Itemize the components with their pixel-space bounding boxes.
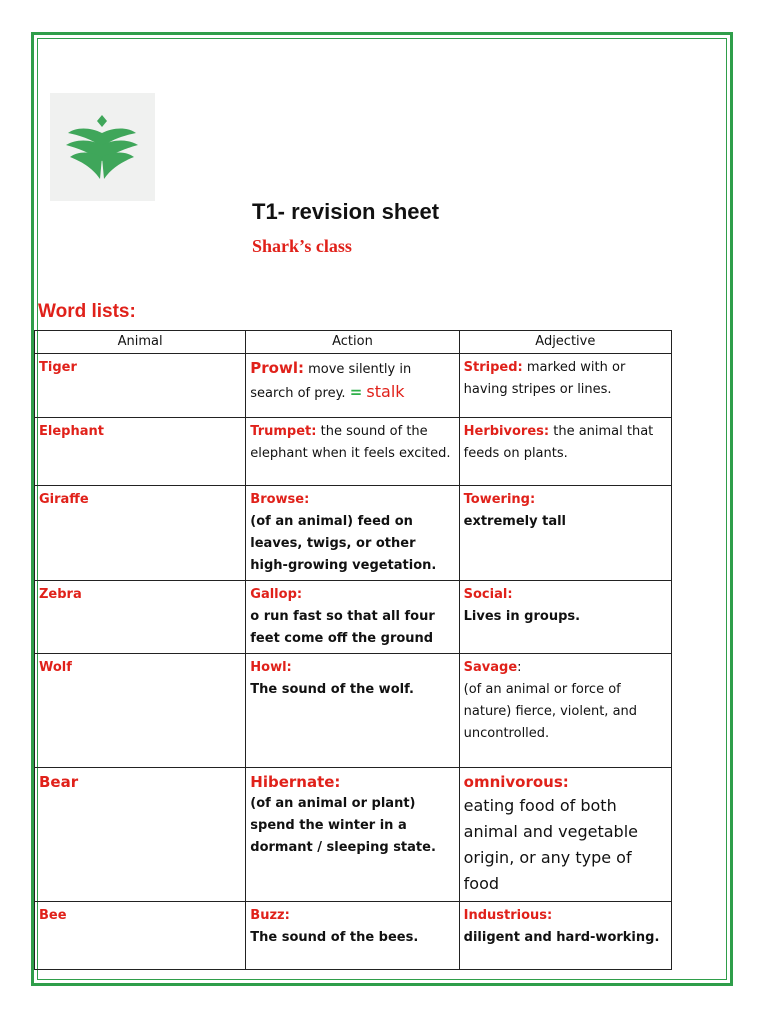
adjective-definition: Lives in groups. [463,609,581,624]
synonym-word: stalk [366,382,405,401]
action-cell [246,418,459,486]
adjective-cell [459,418,671,486]
header-adjective: Adjective [459,331,671,354]
adjective-cell [459,902,671,970]
animal-name: Giraffe [39,492,89,507]
action-definition: the sound of the elephant when it feels excited. [250,424,451,461]
table-row [35,902,672,970]
leaf-logo-icon [50,93,155,201]
class-name: Shark’s class [252,236,352,256]
animal-cell [35,768,246,902]
action-term: Browse: [250,492,310,507]
action-cell [246,654,459,768]
action-term: Prowl: [250,359,304,377]
animal-cell [35,654,246,768]
animal-name: Wolf [39,660,72,675]
action-definition: (of an animal or plant) spend the winter in a dormant / sleeping state. [250,796,436,855]
adjective-cell [459,486,671,581]
adjective-definition: eating food of both animal and vegetable origin, or any type of food [463,796,638,893]
table-row [35,654,672,768]
table-header-row [35,331,672,354]
animal-name: Elephant [39,424,104,439]
adjective-definition: (of an animal or force of nature) fierce, violent, and uncontrolled. [463,682,638,741]
header-action: Action [246,331,459,354]
section-heading: Word lists: [38,301,136,322]
adjective-definition: marked with or having stripes or lines. [463,360,626,397]
action-definition: (of an animal) feed on leaves, twigs, or other high-growing vegetation. [250,514,437,573]
action-term: Trumpet: [250,424,317,439]
table-row [35,581,672,654]
adjective-cell [459,581,671,654]
action-definition: The sound of the wolf. [250,682,414,697]
action-definition: o run fast so that all four feet come off the ground [250,609,435,646]
adjective-definition: extremely tall [463,514,567,529]
adjective-term: Industrious: [463,908,553,923]
animal-name: Zebra [39,587,82,602]
table-row [35,768,672,902]
animal-name: Bear [39,773,79,791]
action-cell [246,768,459,902]
word-list-table [34,330,672,970]
action-cell [246,581,459,654]
animal-name: Tiger [39,360,77,375]
action-term: Hibernate: [250,773,341,791]
animal-cell [35,354,246,418]
page-title: T1- revision sheet [252,199,440,224]
adjective-term: Social: [463,587,513,602]
adjective-colon: : [517,660,522,675]
adjective-term: omnivorous: [463,773,569,791]
equals-sign: = [349,383,363,401]
action-definition: The sound of the bees. [250,930,419,945]
action-cell [246,902,459,970]
school-logo [50,93,155,201]
action-term: Gallop: [250,587,303,602]
action-cell [246,354,459,418]
adjective-term: Savage [463,660,518,675]
adjective-term: Herbivores: [463,424,550,439]
animal-cell [35,902,246,970]
animal-cell [35,486,246,581]
adjective-definition: the animal that feeds on plants. [463,424,654,461]
adjective-term: Towering: [463,492,536,507]
adjective-cell [459,354,671,418]
adjective-term: Striped: [463,360,523,375]
action-term: Buzz: [250,908,290,923]
table-row [35,418,672,486]
animal-name: Bee [39,908,67,923]
action-cell [246,486,459,581]
table-row [35,486,672,581]
action-definition: move silently in search of prey. [250,362,412,401]
adjective-definition: diligent and hard-working. [463,930,660,945]
adjective-cell [459,654,671,768]
action-term: Howl: [250,660,292,675]
adjective-cell [459,768,671,902]
animal-cell [35,418,246,486]
header-animal: Animal [35,331,246,354]
table-row [35,354,672,418]
animal-cell [35,581,246,654]
